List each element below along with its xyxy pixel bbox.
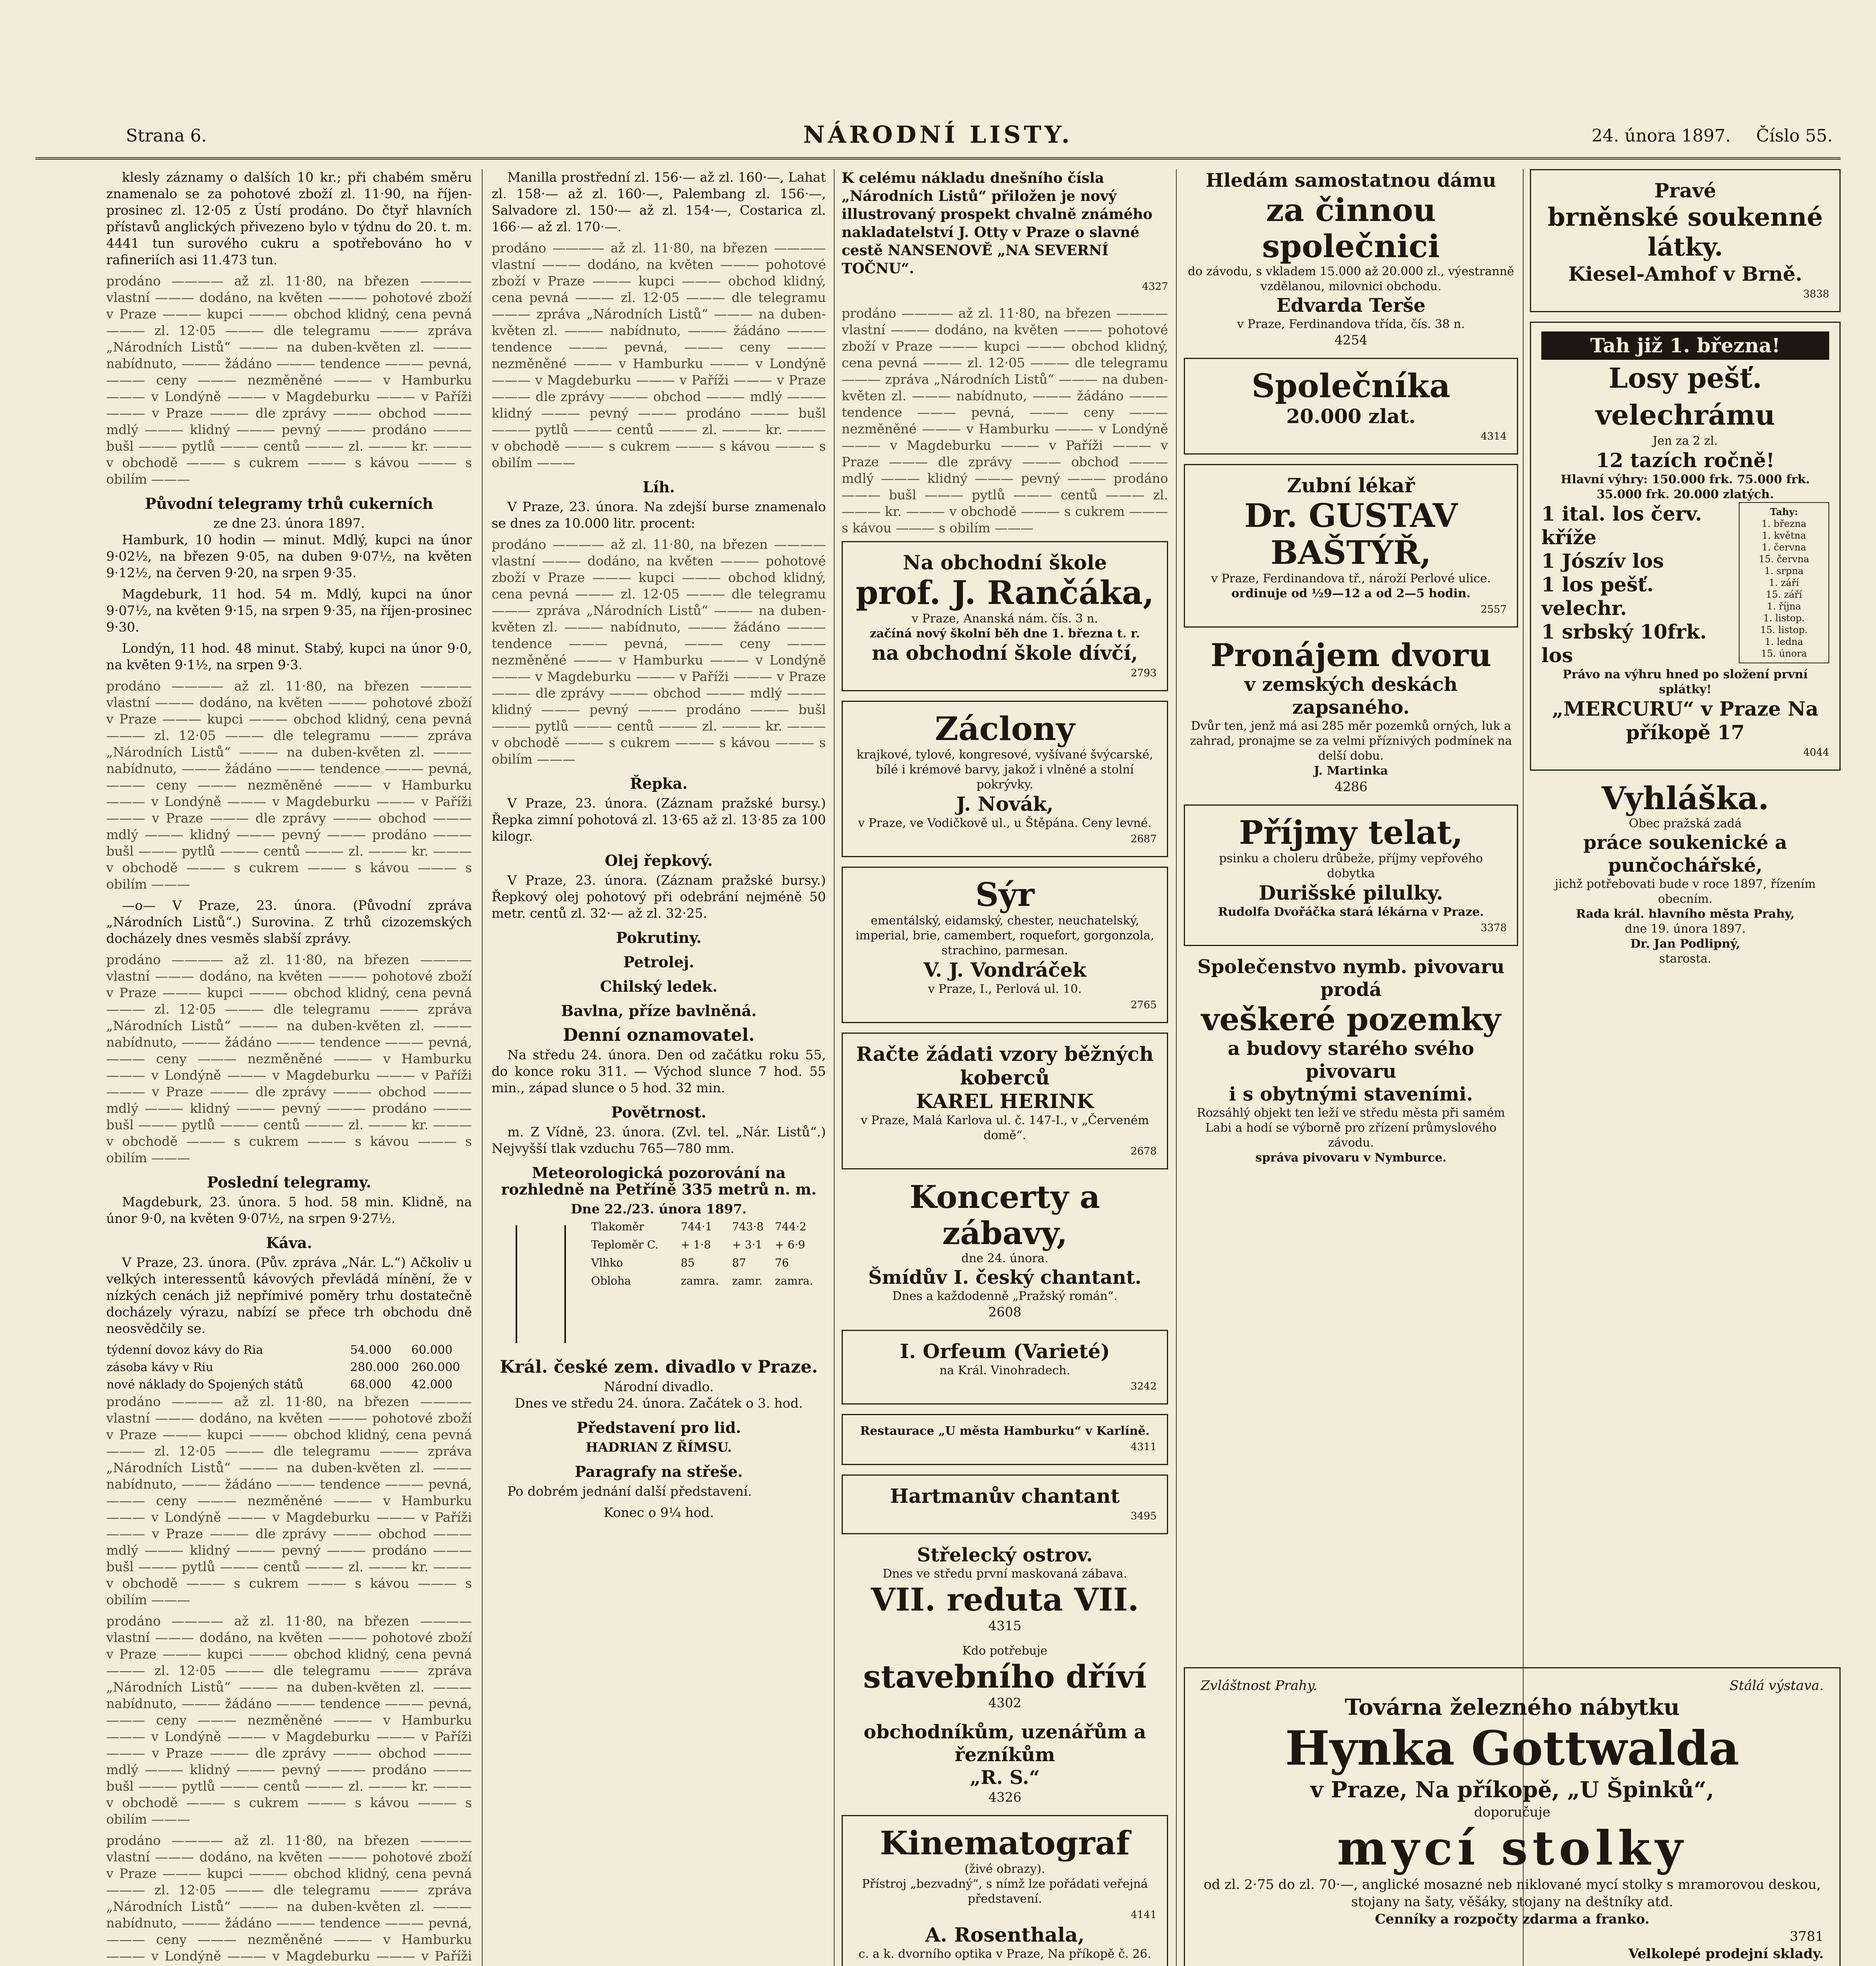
text-filler [492,536,826,768]
section-heading-repka: Řepka. [630,775,688,792]
ad-address: v Praze, ve Vodičkově ul., u Štěpána. Ceny levné. [858,816,1152,830]
ad-prizes: Hlavní výhry: 150.000 frk. 75.000 frk. 35.000 frk. 20.000 zlatých. [1561,473,1810,501]
lottery-item: 1 srbský 10frk. los [1541,620,1707,667]
list-item: 1. listop. [1763,613,1805,624]
ad-title: Losy pešť. velechrámu [1595,362,1775,431]
ad-title: Příjmy telat, [1239,814,1463,852]
ad-pronajem [1184,637,1518,795]
ad-venue: Hartmanův chantant [890,1484,1120,1508]
ad-corner-text: Stálá výstava. [1729,1678,1824,1694]
table-row [106,1376,472,1394]
ad-heading: a budovy starého svého pivovaru [1227,1038,1474,1082]
list-item: 1. ledna [1765,636,1803,647]
section-heading-paragrafy: Paragrafy na střeše. [575,1463,743,1480]
table-cell: Vlhko [591,1256,623,1269]
ad-note: doporučuje [1474,1804,1551,1820]
ad-title: Hledám samostatnou dámu [1205,169,1496,191]
table-cell: Tlakoměr [591,1220,644,1233]
sugar-report-lead: klesly záznamy o dalších 10 kr.; při chabém směru znamenalo se za pohotové zboží zl. 11·90, na říjen-prosinec zl. 12·05 z Ústí prodáno. Do čtyř hlavních přístavů anglických přivezeno bylo v týdnu do 20. t. m. 4441 tun surového cukru a spotřebováno ho v rafineriích asi 11.473 tun. [106,169,472,267]
list-item: 1. října [1767,601,1801,612]
ad-number: 4326 [988,1789,1021,1805]
column-rule [482,169,483,1966]
ad-number: 3242 [1130,1381,1157,1392]
ad-title: obchodníkům, uzenářům a řezníkům [863,1721,1146,1766]
section-heading-meteo: Meteorologická pozorování na rozhledně na Petříně 335 metrů n. m. [501,1164,816,1198]
ad-note: Velkolepé prodejní sklady. [1628,1946,1824,1962]
column-advertisements-3 [1530,169,1841,1801]
ad-firm: V. J. Vondráček [923,958,1086,981]
ad-number: 3495 [1130,1510,1157,1522]
ad-note: Dnes a každodenně „Pražský román“. [892,1289,1118,1303]
last-telegram: Magdeburk, 23. února. 5 hod. 58 min. Klidně, na únor 9·0, na květen 9·07½, na srpen 9·27½. [106,1194,472,1226]
ad-title: Kinematograf [880,1824,1130,1862]
ad-firm: Rudolfa Dvořáčka stará lékárna v Praze. [1218,905,1484,919]
ad-zubni-lekar [1184,464,1518,628]
ad-firm: J. Novák, [956,792,1054,815]
ad-number: 4311 [1130,1441,1157,1453]
section-heading-olej: Olej řepkový. [604,852,713,869]
ad-address: c. a k. dvorního optika v Praze, Na příkopě č. 26. [858,1947,1152,1961]
ad-syr [842,867,1168,1023]
repka-report: V Praze, 23. února. (Záznam pražské bursy.) Řepka zimní pohotová zl. 13·65 až zl. 13·85 za 100 kilogr. [492,795,826,844]
table-cell: zásoba kávy v Riu [107,1360,214,1374]
ad-number: 4314 [1480,431,1507,442]
ad-koncerty [842,1179,1168,1320]
ad-nansen-prospectus [842,169,1168,296]
ad-address: v Praze, Ananská nám. čís. 3 n. [912,612,1098,626]
list-item: 1. srpna [1764,565,1804,576]
table-row [591,1218,825,1235]
ad-venue: Střelecký ostrov. [917,1544,1093,1566]
table-cell: nové náklady do Spojených států [107,1378,304,1392]
list-item: 15. února [1761,648,1807,659]
section-heading-bavlna: Bavlna, příze bavlněná. [561,1002,757,1020]
table-cell: + 1·8 [680,1238,711,1251]
meteo-block [492,1217,826,1351]
ad-number: 4315 [988,1618,1021,1633]
ad-heading: i s obytnými staveními. [1229,1083,1473,1105]
ad-vyhlaska [1530,780,1841,966]
ad-spolecnika [1184,358,1518,455]
table-cell: 744·2 [775,1220,807,1233]
ad-text: do závodu, s vkladem 15.000 až 20.000 zl., výestranně vzdělanou, milovnici obchodu. [1188,265,1514,293]
ad-heading: Na obchodní škole [903,551,1107,574]
table-cell: 85 [680,1256,695,1269]
table-cell: týdenní dovoz kávy do Ria [107,1343,263,1357]
ad-text: Přístroj „bezvadný“, s nímž lze pořádati veřejná představení. [862,1877,1148,1906]
ad-number: 2687 [1130,833,1157,845]
table-row [591,1236,825,1254]
ad-title: Zubní lékař [1287,474,1415,497]
draw-dates-list [1739,502,1829,663]
ad-number: 4141 [1130,1909,1157,1921]
ad-orfeum [842,1330,1168,1405]
ad-subtitle: v zemských deskách zapsaného. [1244,674,1458,718]
ad-venue: Šmídův I. český chantant. [868,1266,1142,1289]
ad-hartmann [842,1474,1168,1534]
list-item: 1. září [1769,577,1799,588]
play-title: HADRIAN Z ŘÍMSU. [586,1440,732,1455]
section-heading-lih: Líh. [642,478,675,496]
column-rule [1176,169,1177,1966]
ad-text: krajkové, tylové, kongresové, vyšívané švýcarské, bílé i krémové barvy, jakož i vlněné a stolní pokrývky. [857,748,1153,792]
ad-text: od zl. 2·75 do zl. 70·—, anglické mosazné neb niklované mycí stolky s mramorovou deskou, stojany na šaty, věšáky, stojany na deštníky atd. [1203,1877,1821,1910]
ad-note: Cenníky a rozpočty zdarma a franko. [1375,1911,1649,1927]
ad-number: 2557 [1480,604,1507,615]
section-subheading: ze dne 23. února 1897. [213,515,365,531]
section-heading-petrolej: Petrolej. [623,953,695,971]
table-cell: 744·1 [680,1220,712,1233]
ad-subtitle: za činnou společnici [1262,191,1440,265]
section-heading-last-telegrams: Poslední telegramy. [207,1173,371,1191]
column-commodities [492,169,826,1966]
ad-title: VII. reduta VII. [871,1581,1139,1618]
page-label: Strana 6. [126,126,207,146]
date-text: 24. února 1897. [1591,126,1731,146]
ad-signature: Rada král. hlavního města Prahy, [1576,907,1795,921]
column-advertisements-2 [1184,169,1518,1801]
column-advertisements-1 [842,169,1168,1966]
column-market-reports [106,169,472,1966]
ad-kinematograf [842,1815,1168,1966]
table-cell: 743·8 [732,1220,764,1233]
section-heading-povetrnost: Povětrnost. [611,1103,706,1121]
ad-hledam [1184,169,1518,348]
ad-firm: „MERCURU“ v Praze Na příkopě 17 [1552,697,1819,744]
ad-firm: KAREL HERINK [916,1090,1094,1113]
ad-subtitle: 12 tazích ročně! [1596,449,1775,472]
text-filler [106,1394,472,1608]
ad-note: začíná nový školní běh dne 1. března t. r. [870,627,1140,641]
ad-heading: veškeré pozemky [1201,1001,1501,1038]
text-filler [106,952,472,1166]
column-rule [834,169,835,1966]
ad-note: Právo na výhru hned po složení první splátky! [1563,668,1808,696]
table-row [591,1272,825,1290]
hamburk-report: Hamburk, 10 hodin — minut. Mdlý, kupci na únor 9·02½, na březen 9·05, na duben 9·07½, na květen 9·12½, na červen 9·20, na srpen 9·35. [106,532,472,580]
ad-title: Hynka Gottwalda [1285,1721,1740,1776]
ad-gottwald [1184,1667,1841,1966]
ad-venue: I. Orfeum (Varieté) [899,1340,1110,1363]
issue-date [1572,126,1833,146]
table-row [106,1359,472,1376]
section-heading-coffee: Káva. [266,1234,312,1252]
issue-number: Číslo 55. [1756,126,1833,146]
section-heading-chilsky: Chilský ledek. [600,977,718,995]
ad-subtitle: psinku a choleru drůbeže, příjmy vepřového dobytka [1219,852,1483,880]
ad-title: Račte žádati vzory běžných koberců [856,1042,1154,1089]
ad-koberce [842,1033,1168,1169]
text-filler [106,1613,472,1828]
praha-sugar-report: —o— V Praze, 23. února. (Původní zpráva „Národních Listů“.) Surovina. Z trhů cizozemských docházely dnes vesměs slabší zprávy. [106,898,472,946]
ad-venue: Restaurace „U města Hamburku“ v Karlíně. [860,1424,1150,1438]
ad-obchodnikum [842,1721,1168,1806]
ad-role: starosta. [1659,952,1712,966]
ad-title: Vyhláška. [1601,780,1769,817]
ad-heading: Továrna železného nábytku [1345,1694,1680,1720]
theatre-subtitle: Národní divadlo. [604,1379,714,1394]
ad-product: Durišské pilulky. [1259,881,1443,904]
ad-prijmy [1184,804,1518,946]
ad-number: 4254 [1334,332,1367,348]
table-cell: zamr. [732,1274,763,1287]
ad-subtitle: na obchodní škole dívčí, [872,641,1138,665]
ad-subtitle: Obec pražská zadá [1629,817,1742,830]
table-cell: Teploměr C. [591,1238,659,1251]
ad-note: Dnes ve středu první maskovaná zábava. [883,1567,1127,1581]
ad-number: 3378 [1480,922,1507,934]
text-filler [842,305,1168,536]
ad-title: stavebního dříví [863,1658,1147,1695]
list-heading: Tahy: [1770,506,1798,517]
ad-date: dne 19. února 1897. [1625,922,1746,936]
londyn-report: Londýn, 11 hod. 48 minut. Stabý, kupci na únor 9·0, na květen 9·1½, na srpen 9·3. [106,641,472,672]
list-item: 15. června [1758,554,1810,565]
ad-title: Společníka [1251,367,1450,405]
list-item: 1. května [1762,530,1806,541]
ad-restaurace [842,1414,1168,1465]
ad-title: Záclony [934,710,1075,748]
ad-hours: ordinuje od ½9—12 a od 2—5 hodin. [1231,587,1471,600]
ad-corners [1201,1678,1824,1694]
ad-title: Sýr [975,876,1035,914]
ad-title: Koncerty a zábavy, [909,1178,1100,1252]
performance-end: Konec o 9¼ hod. [604,1505,714,1520]
list-item: 1. března [1762,518,1806,529]
ad-losy [1530,322,1841,771]
ad-address: na Král. Vinohradech. [939,1364,1071,1377]
ad-firm: Kiesel-Amhof v Brně. [1568,262,1802,285]
ad-number: 4286 [1334,779,1367,794]
meteo-table [590,1217,826,1290]
ad-title: brněnské soukenné látky. [1548,202,1823,262]
ad-draw-date: Tah již 1. března! [1541,331,1829,360]
list-item: 15. září [1766,589,1802,600]
table-cell: 68.000 [350,1378,392,1392]
ad-text: ementálský, eidamský, chester, neuchatelský, imperial, brie, camembert, roquefort, gorgonzola, strachino, parmesan. [855,914,1154,957]
ad-number: 3838 [1803,288,1829,300]
ad-heading: práce soukenické a punčochářské, [1583,832,1788,876]
ad-number: 2608 [988,1304,1021,1320]
newspaper-title: NÁRODNÍ LISTY. [803,121,1073,149]
text-filler [492,240,826,471]
ad-date: dne 24. února. [961,1252,1049,1265]
ad-firm: A. Rosenthala, [925,1923,1085,1946]
paragrafy-text: Po dobrém jednání další představení. [507,1484,752,1499]
ad-address: v Praze, I., Perlová ul. 10. [928,982,1082,996]
ad-title: prof. J. Rančáka, [855,574,1154,612]
ad-address: v Praze, Ferdinandova tř., nároží Perlové ulice. [1211,572,1491,585]
ad-amount: 20.000 zlat. [1286,405,1416,428]
ad-number: 2793 [1130,667,1157,679]
meteo-date: Dne 22./23. února 1897. [571,1201,747,1217]
list-item: 1. června [1762,542,1806,553]
theatre-time: Dnes ve středu 24. února. Začátek o 3. hod. [514,1395,803,1411]
ad-subtitle: prodá [1320,979,1382,1001]
ad-text: K celému nákladu dnešního čísla „Národních Listů“ přiložen je nový illustrovaný prospekt chvalně známého nakladatelství J. Otty v Praze o slavné cestě NANSENOVĚ „NA SEVERNÍ TOČNU“. [842,170,1153,277]
table-cell: 60.000 [411,1343,453,1357]
text-filler [106,1832,472,1966]
coffee-report: V Praze, 23. února. (Pův. zpráva „Nár. L.“) Ačkoliv u velkých interessentů kávových převládá mínění, že v nízkých cenách již nepřímivé poměry trhu dostatečně docházely výrazu, nabízí se přece trh obchodu dně neosvědčily se. [106,1255,472,1336]
table-row [106,1342,472,1359]
coffee-stats-table [106,1342,472,1394]
ad-heading: Kdo potřebuje [962,1644,1048,1658]
table-cell: 76 [775,1256,789,1269]
table-row [591,1254,825,1272]
ad-title: Společenstvo nymb. pivovaru [1197,956,1505,978]
table-cell: + 6·9 [775,1238,805,1251]
ad-name: Dr. GUSTAV BAŠTÝŘ, [1244,497,1458,572]
newspaper-page [35,24,1841,1966]
ad-name: J. Martinka [1314,764,1388,778]
ad-title: Pronájem dvoru [1210,637,1492,674]
masthead [35,114,1841,160]
ad-number: 2678 [1130,1145,1157,1157]
ad-rancak-school [842,541,1168,691]
text-filler [106,678,472,893]
ad-number: 4327 [1142,281,1168,293]
ad-firm: „R. S.“ [969,1767,1040,1789]
lottery-item: 1 Jószív los [1541,549,1664,572]
ad-firm: Edvarda Terše [1276,295,1426,317]
table-cell: zamra. [680,1274,719,1287]
list-item: 15. listop. [1760,624,1808,635]
table-cell: 260.000 [411,1360,460,1374]
ad-heading: Pravé [1654,179,1716,202]
table-cell: 54.000 [350,1343,392,1357]
ad-text: Rozsáhlý objekt ten leží ve středu města při samém Labi a hodí se výborně pro zřízení průmyslového závodu. [1197,1106,1505,1150]
table-cell: + 3·1 [732,1238,763,1251]
table-cell: 87 [732,1256,746,1269]
denni-text: Na středu 24. února. Den od začátku roku 55, do konce roku 311. — Východ slunce 7 hod. 55 min., západ slunce o 5 hod. 32 min. [492,1047,826,1095]
section-heading-denni: Denní oznamovatel. [563,1025,755,1045]
ad-number: 2765 [1130,999,1157,1011]
ad-price: Jen za 2 zl. [1653,434,1718,448]
ad-subtitle: (živé obrazy). [964,1862,1045,1876]
magdeburk-report: Magdeburk, 11 hod. 54 m. Mdlý, kupci na únor 9·07½, na květen 9·15, na srpen 9·35, na říjen-prosinec 9·30. [106,586,472,635]
lih-report: V Praze, 23. února. Na zdejší burse znamenalo se dnes za 10.000 litr. procent: [492,499,826,531]
ad-brno-sukno [1530,169,1841,312]
ad-signer: Dr. Jan Podlipný, [1630,937,1740,951]
prices-text: Manilla prostřední zl. 156·— až zl. 160·—, Lahat zl. 158·— až zl. 160·—, Palembang zl. 156·—, Salvadore zl. 150·— až zl. 154·—, Costarica zl. 166·— až zl. 170·—. [492,169,826,234]
ad-pivovar [1184,955,1518,1165]
section-heading-telegrams: Původní telegramy trhů cukerních [145,495,433,512]
olej-report: V Praze, 23. února. (Záznam pražské bursy.) Řepkový olej pohotový při odebrání nejméně 50 metr. centů zl. 32·— až zl. 32·25. [492,873,826,921]
ad-number: 4044 [1803,747,1829,758]
ad-zaclony [842,701,1168,857]
section-heading-theatre: Král. české zem. divadlo v Praze. [499,1357,818,1377]
povetrnost-text: m. Z Vídně, 23. února. (Zvl. tel. „Nár. Listů“.) Nejvyšší tlak vzduchu 765—780 mm. [492,1124,826,1156]
ad-strelecky [842,1544,1168,1634]
table-cell: 42.000 [411,1378,453,1392]
ad-corner-text: Zvláštnost Prahy. [1201,1678,1318,1694]
observation-tower-illustration [516,1225,566,1343]
ad-text: jichž potřebovati bude v roce 1897, řízením obecním. [1555,877,1816,906]
ad-address: v Praze, Ferdinandova třída, čís. 38 n. [1237,317,1465,331]
text-filler [106,273,472,488]
ad-drivi [842,1644,1168,1711]
ad-number: 3781 [1789,1929,1824,1944]
ad-text: Dvůr ten, jenž má asi 285 měr pozemků orných, luk a zahrad, pronajme se za velmi příznivých podmínek na delší dobu. [1190,719,1512,763]
ad-number: 4302 [988,1695,1021,1710]
table-cell: zamra. [775,1274,813,1287]
ad-firm: správa pivovaru v Nymburce. [1255,1151,1447,1165]
table-cell: Obloha [591,1274,631,1287]
lottery-item: 1 los pešť. velechr. [1541,573,1654,620]
ad-product: mycí stolky [1337,1821,1688,1876]
section-heading-pokrutiny: Pokrutiny. [616,929,702,946]
lottery-item: 1 ital. los červ. kříže [1541,502,1702,549]
ad-address: v Praze, Na příkopě, „U Špinků“, [1310,1777,1714,1803]
table-cell: 280.000 [350,1360,399,1374]
ad-address: v Praze, Malá Karlova ul. č. 147-I., v „Červeném domě“. [861,1114,1149,1142]
section-heading-predstaveni: Představení pro lid. [576,1419,741,1436]
